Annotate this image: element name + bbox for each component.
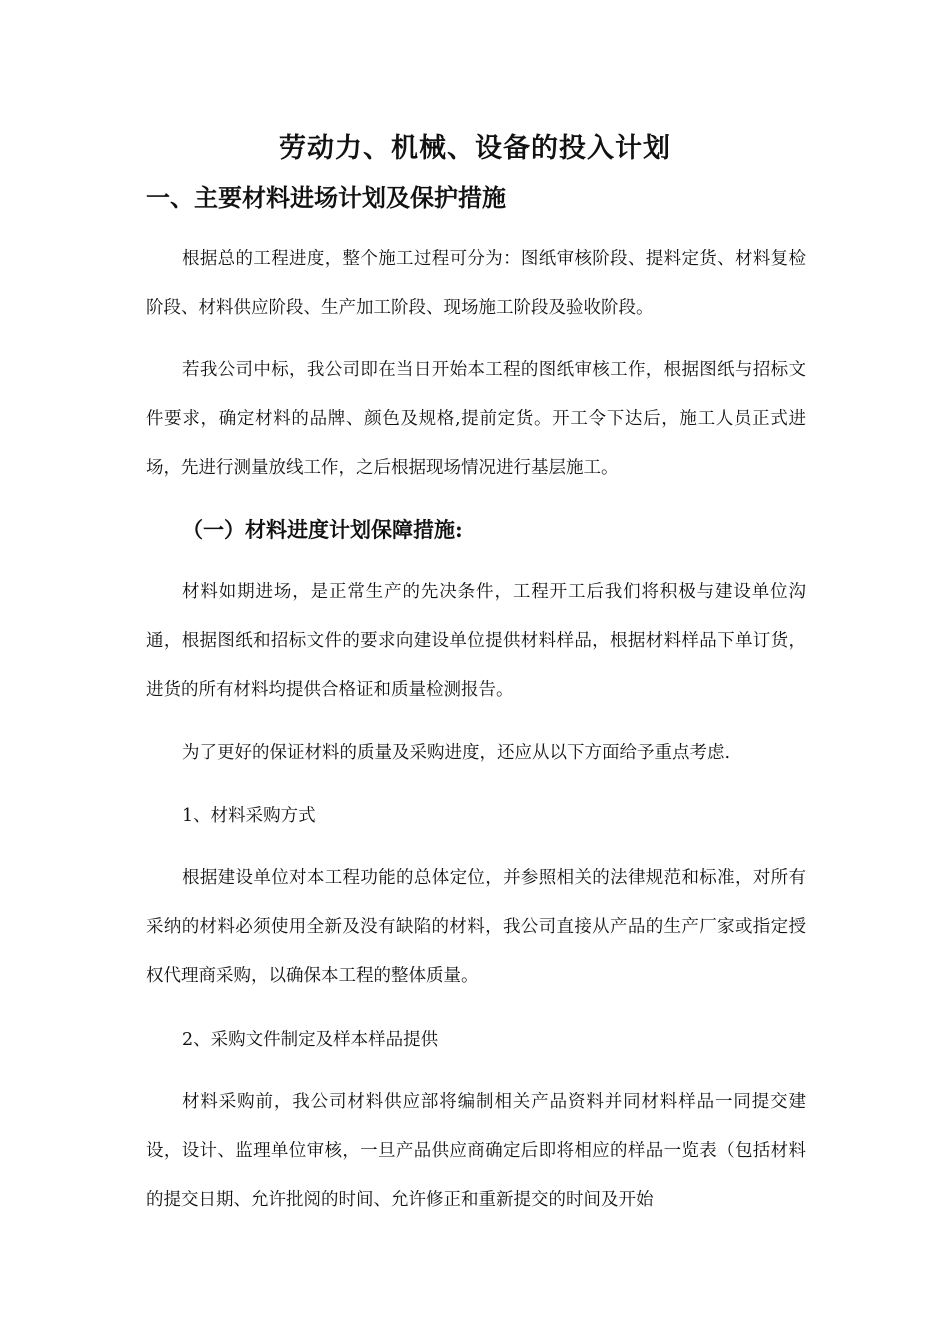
document-title: 劳动力、机械、设备的投入计划 (279, 133, 671, 164)
paragraph-stages: 根据总的工程进度，整个施工过程可分为：图纸审核阶段、提料定货、材料复检阶段、材料供应阶段、生产加工阶段、现场施工阶段及验收阶段。 (146, 249, 806, 318)
paragraph-material-arrival: 材料如期进场，是正常生产的先决条件，工程开工后我们将积极与建设单位沟通，根据图纸和招标文件的要求向建设单位提供材料样品，根据材料样品下单订货，进货的所有材料均提供合格证和质量检测报告。 (146, 582, 806, 700)
paragraph-quality-focus: 为了更好的保证材料的质量及采购进度，还应从以下方面给予重点考虑. (182, 743, 731, 763)
subsection-heading: （一）材料进度计划保障措施: (182, 517, 463, 542)
paragraph-bid-process: 若我公司中标，我公司即在当日开始本工程的图纸审核工作，根据图纸与招标文件要求，确定材料的品牌、颜色及规格,提前定货。开工令下达后，施工人员正式进场，先进行测量放线工作，之后根据现场情况进行基层施工。 (146, 360, 806, 478)
item-2-title: 2、采购文件制定及样本样品提供 (182, 1030, 439, 1050)
item-1-title: 1、材料采购方式 (182, 806, 316, 826)
item-2-paragraph: 材料采购前，我公司材料供应部将编制相关产品资料并同材料样品一同提交建设，设计、监理单位审核，一旦产品供应商确定后即将相应的样品一览表（包括材料的提交日期、允许批阅的时间、允许修正和重新提交的时间及开始 (146, 1092, 806, 1210)
item-1-paragraph: 根据建设单位对本工程功能的总体定位，并参照相关的法律规范和标准，对所有采纳的材料必须使用全新及没有缺陷的材料，我公司直接从产品的生产厂家或指定授权代理商采购，以确保本工程的整体质量。 (146, 868, 806, 986)
section-heading: 一、主要材料进场计划及保护措施 (146, 183, 506, 212)
